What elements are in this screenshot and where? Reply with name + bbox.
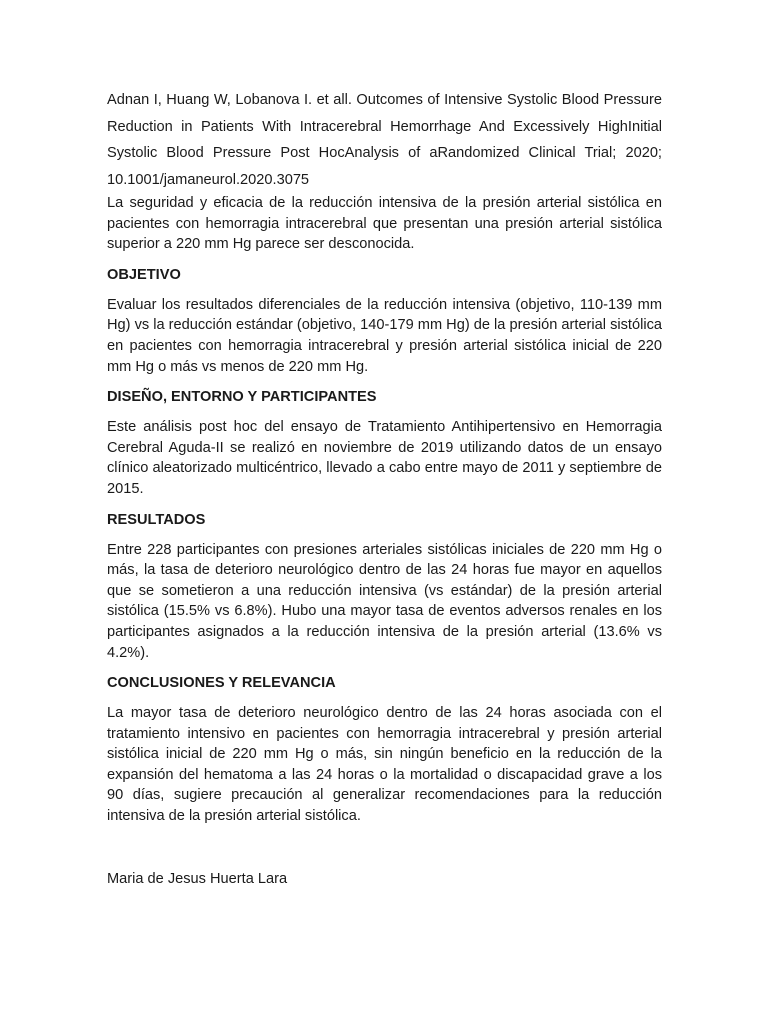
- conclusions-text: La mayor tasa de deterioro neurológico dentro de las 24 horas asociada con el tratamiento intensivo en pacientes con hemorragia intracerebral y presión arterial sistólica inicial de 220 mm Hg o más, sin ningún beneficio en la reducción de la expansión del hematoma a las 24 horas o la mortalidad o discapacidad grave a los 90 días, sugiere precaución al generalizar recomendaciones para la reducción intensiva de la presión arterial sistólica.: [107, 705, 662, 825]
- citation: Adnan I, Huang W, Lobanova I. et all. Outcomes of Intensive Systolic Blood Pressure Reduction in Patients With Intracerebral Hemorrhage And Excessively HighInitial Systolic Blood Pressure Post HocAnalysis of aRandomized Clinical Trial; 2020; 10.1001/jamaneurol.2020.3075: [107, 92, 662, 188]
- document-page: [107, 87, 662, 889]
- author-name: Maria de Jesus Huerta Lara: [107, 870, 288, 887]
- design-heading: DISEÑO, ENTORNO Y PARTICIPANTES: [107, 389, 377, 406]
- objective-text: Evaluar los resultados diferenciales de la reducción intensiva (objetivo, 110-139 mm Hg) vs la reducción estándar (objetivo, 140-179 mm Hg) de la presión arterial sistólica en pacientes con hemorragia intracerebral y presión arterial sistólica inicial de 220 mm Hg o más vs menos de 220 mm Hg.: [107, 296, 662, 375]
- intro-paragraph: La seguridad y eficacia de la reducción intensiva de la presión arterial sistólica en pacientes con hemorragia intracerebral que presentan una presión arterial sistólica superior a 220 mm Hg parece ser desconocida.: [107, 195, 662, 253]
- design-text: Este análisis post hoc del ensayo de Tratamiento Antihipertensivo en Hemorragia Cerebral Aguda-II se realizó en noviembre de 2019 utilizando datos de un ensayo clínico aleatorizado multicéntrico, llevado a cabo entre mayo de 2011 y septiembre de 2015.: [107, 419, 662, 497]
- conclusions-heading: CONCLUSIONES Y RELEVANCIA: [107, 675, 336, 692]
- results-heading: RESULTADOS: [107, 511, 206, 528]
- objective-heading: OBJETIVO: [107, 266, 181, 283]
- results-text: Entre 228 participantes con presiones arteriales sistólicas iniciales de 220 mm Hg o más, la tasa de deterioro neurológico dentro de las 24 horas fue mayor en aquellos que se sometieron a una reducción intensiva (vs estándar) de la presión arterial sistólica (15.5% vs 6.8%). Hubo una mayor tasa de eventos adversos renales en los participantes asignados a la reducción intensiva de la presión arterial (13.6% vs 4.2%).: [107, 541, 662, 661]
